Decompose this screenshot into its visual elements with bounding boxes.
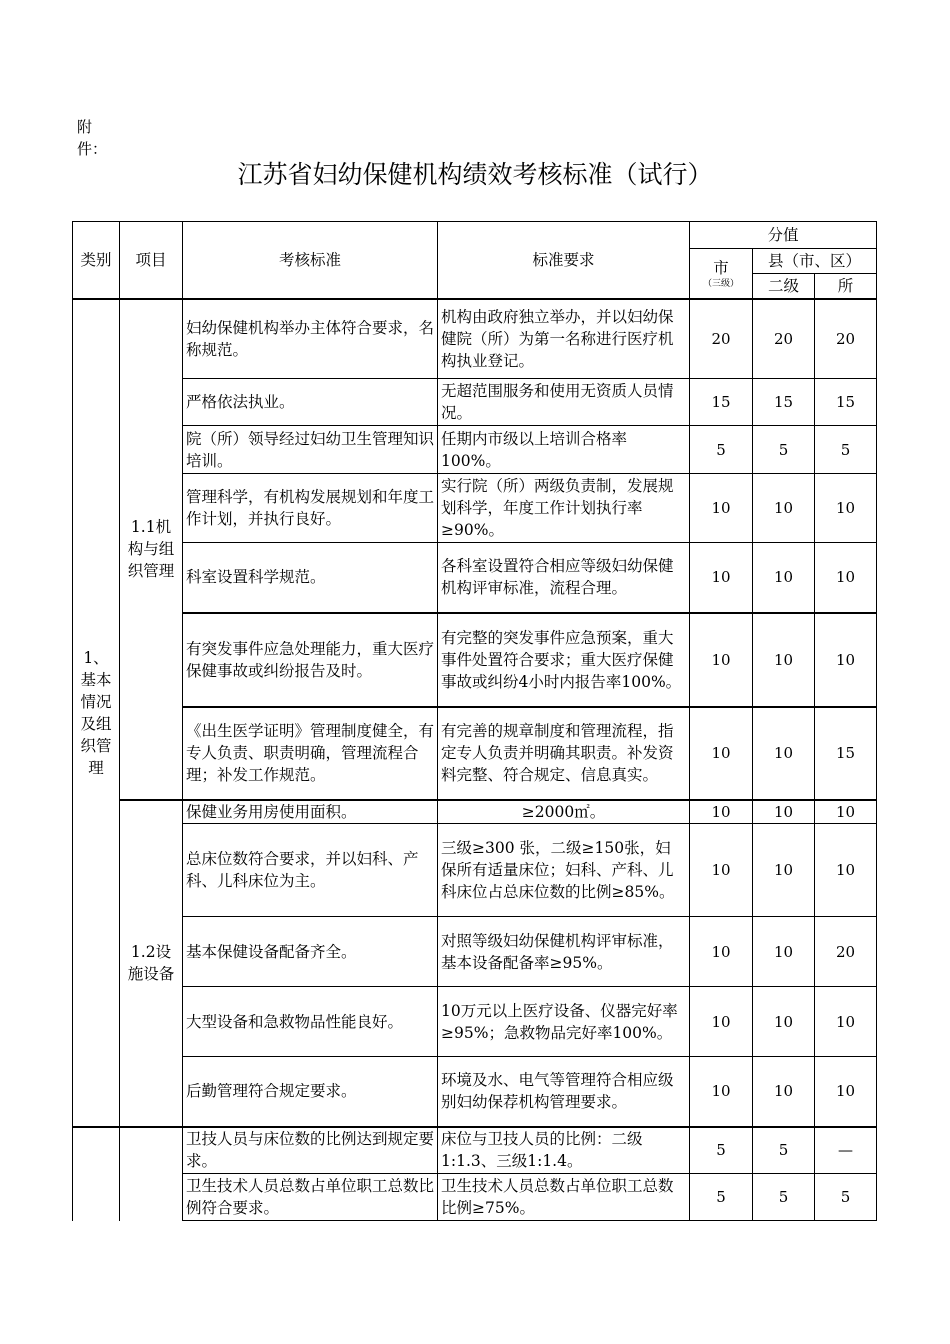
category-cell-empty bbox=[73, 1127, 120, 1221]
score-institute: — bbox=[815, 1127, 877, 1174]
attachment-label: 附件： bbox=[77, 118, 108, 158]
table-row bbox=[73, 379, 877, 426]
header-item: 项目 bbox=[120, 222, 183, 299]
table-row bbox=[73, 987, 877, 1057]
table-row bbox=[73, 543, 877, 613]
table-row bbox=[73, 917, 877, 987]
category-cell: 1、基本情况及组织管理 bbox=[73, 299, 120, 1127]
score-institute: 15 bbox=[815, 707, 877, 800]
requirement-cell: 有完善的规章制度和管理流程，指定专人负责并明确其职责。补发资料完整、符合规定、信息真实。 bbox=[438, 707, 690, 800]
criteria-cell: 基本保健设备配备齐全。 bbox=[183, 917, 438, 987]
requirement-cell: 对照等级妇幼保健机构评审标准，基本设备配备率≥95%。 bbox=[438, 917, 690, 987]
score-county-level2: 10 bbox=[753, 800, 815, 824]
requirement-cell: 有完整的突发事件应急预案，重大事件处置符合要求；重大医疗保健事故或纠纷4小时内报告率100%。 bbox=[438, 613, 690, 707]
requirement-cell: 任期内市级以上培训合格率100%。 bbox=[438, 426, 690, 474]
score-city: 10 bbox=[690, 543, 753, 613]
score-city: 20 bbox=[690, 299, 753, 379]
item-cell-empty bbox=[120, 1127, 183, 1221]
table-row bbox=[73, 1174, 877, 1221]
criteria-cell: 管理科学，有机构发展规划和年度工作计划，并执行良好。 bbox=[183, 474, 438, 543]
score-institute: 20 bbox=[815, 917, 877, 987]
header-criteria: 考核标准 bbox=[183, 222, 438, 299]
score-city: 10 bbox=[690, 987, 753, 1057]
requirement-cell: 机构由政府独立举办，并以妇幼保健院（所）为第一名称进行医疗机构执业登记。 bbox=[438, 299, 690, 379]
criteria-cell: 妇幼保健机构举办主体符合要求，名称规范。 bbox=[183, 299, 438, 379]
score-institute: 10 bbox=[815, 824, 877, 917]
score-city: 10 bbox=[690, 474, 753, 543]
score-city: 5 bbox=[690, 1174, 753, 1221]
requirement-cell: 各科室设置符合相应等级妇幼保健机构评审标准，流程合理。 bbox=[438, 543, 690, 613]
table-row bbox=[73, 1127, 877, 1174]
score-city: 10 bbox=[690, 824, 753, 917]
score-institute: 10 bbox=[815, 1057, 877, 1127]
score-institute: 20 bbox=[815, 299, 877, 379]
score-county-level2: 10 bbox=[753, 824, 815, 917]
score-city: 15 bbox=[690, 379, 753, 426]
score-institute: 15 bbox=[815, 379, 877, 426]
table-row bbox=[73, 1057, 877, 1127]
score-county-level2: 10 bbox=[753, 543, 815, 613]
requirement-cell: 床位与卫技人员的比例：二级1:1.3、三级1:1.4。 bbox=[438, 1127, 690, 1174]
requirement-cell: 三级≥300 张，二级≥150张，妇保所有适量床位；妇科、产科、儿科床位占总床位数的比例≥85%。 bbox=[438, 824, 690, 917]
criteria-cell: 《出生医学证明》管理制度健全，有专人负责、职责明确，管理流程合理；补发工作规范。 bbox=[183, 707, 438, 800]
score-county-level2: 15 bbox=[753, 379, 815, 426]
requirement-cell: 10万元以上医疗设备、仪器完好率≥95%；急救物品完好率100%。 bbox=[438, 987, 690, 1057]
score-county-level2: 10 bbox=[753, 987, 815, 1057]
score-institute: 5 bbox=[815, 426, 877, 474]
header-city bbox=[690, 249, 753, 299]
requirement-cell: 实行院（所）两级负责制，发展规划科学，年度工作计划执行率≥90%。 bbox=[438, 474, 690, 543]
score-county-level2: 5 bbox=[753, 1127, 815, 1174]
criteria-cell: 大型设备和急救物品性能良好。 bbox=[183, 987, 438, 1057]
score-county-level2: 5 bbox=[753, 1174, 815, 1221]
table-row bbox=[73, 474, 877, 543]
score-institute: 10 bbox=[815, 987, 877, 1057]
score-county-level2: 5 bbox=[753, 426, 815, 474]
score-county-level2: 10 bbox=[753, 613, 815, 707]
header-institute: 所 bbox=[815, 274, 877, 299]
score-county-level2: 20 bbox=[753, 299, 815, 379]
score-institute: 10 bbox=[815, 800, 877, 824]
header-city-label: 市 bbox=[713, 258, 729, 277]
header-level2: 二级 bbox=[753, 274, 815, 299]
criteria-cell: 科室设置科学规范。 bbox=[183, 543, 438, 613]
header-city-note: （三级） bbox=[702, 278, 739, 289]
table-row bbox=[73, 426, 877, 474]
score-county-level2: 10 bbox=[753, 917, 815, 987]
header-requirement: 标准要求 bbox=[438, 222, 690, 299]
assessment-table bbox=[72, 221, 877, 1221]
requirement-cell: ≥2000㎡。 bbox=[438, 800, 690, 824]
header-score: 分值 bbox=[690, 222, 877, 249]
score-city: 5 bbox=[690, 1127, 753, 1174]
header-county: 县（市、区） bbox=[753, 249, 877, 274]
score-institute: 10 bbox=[815, 613, 877, 707]
score-institute: 10 bbox=[815, 474, 877, 543]
score-city: 5 bbox=[690, 426, 753, 474]
criteria-cell: 有突发事件应急处理能力，重大医疗保健事故或纠纷报告及时。 bbox=[183, 613, 438, 707]
score-city: 10 bbox=[690, 1057, 753, 1127]
criteria-cell: 后勤管理符合规定要求。 bbox=[183, 1057, 438, 1127]
score-city: 10 bbox=[690, 800, 753, 824]
item-cell: 1.1机构与组织管理 bbox=[120, 299, 183, 800]
table-row bbox=[73, 707, 877, 800]
criteria-cell: 卫技人员与床位数的比例达到规定要求。 bbox=[183, 1127, 438, 1174]
criteria-cell: 院（所）领导经过妇幼卫生管理知识培训。 bbox=[183, 426, 438, 474]
requirement-cell: 无超范围服务和使用无资质人员情况。 bbox=[438, 379, 690, 426]
score-city: 10 bbox=[690, 613, 753, 707]
criteria-cell: 总床位数符合要求，并以妇科、产科、儿科床位为主。 bbox=[183, 824, 438, 917]
criteria-cell: 保健业务用房使用面积。 bbox=[183, 800, 438, 824]
item-cell: 1.2设施设备 bbox=[120, 800, 183, 1127]
score-county-level2: 10 bbox=[753, 707, 815, 800]
table-row bbox=[73, 824, 877, 917]
table-row bbox=[73, 800, 877, 824]
score-city: 10 bbox=[690, 917, 753, 987]
score-county-level2: 10 bbox=[753, 474, 815, 543]
score-county-level2: 10 bbox=[753, 1057, 815, 1127]
page-title: 江苏省妇幼保健机构绩效考核标准（试行） bbox=[237, 160, 713, 189]
table-row bbox=[73, 299, 877, 379]
table-row bbox=[73, 613, 877, 707]
score-institute: 5 bbox=[815, 1174, 877, 1221]
header-category: 类别 bbox=[73, 222, 120, 299]
criteria-cell: 严格依法执业。 bbox=[183, 379, 438, 426]
score-institute: 10 bbox=[815, 543, 877, 613]
requirement-cell: 环境及水、电气等管理符合相应级别妇幼保荐机构管理要求。 bbox=[438, 1057, 690, 1127]
criteria-cell: 卫生技术人员总数占单位职工总数比例符合要求。 bbox=[183, 1174, 438, 1221]
score-city: 10 bbox=[690, 707, 753, 800]
requirement-cell: 卫生技术人员总数占单位职工总数比例≥75%。 bbox=[438, 1174, 690, 1221]
